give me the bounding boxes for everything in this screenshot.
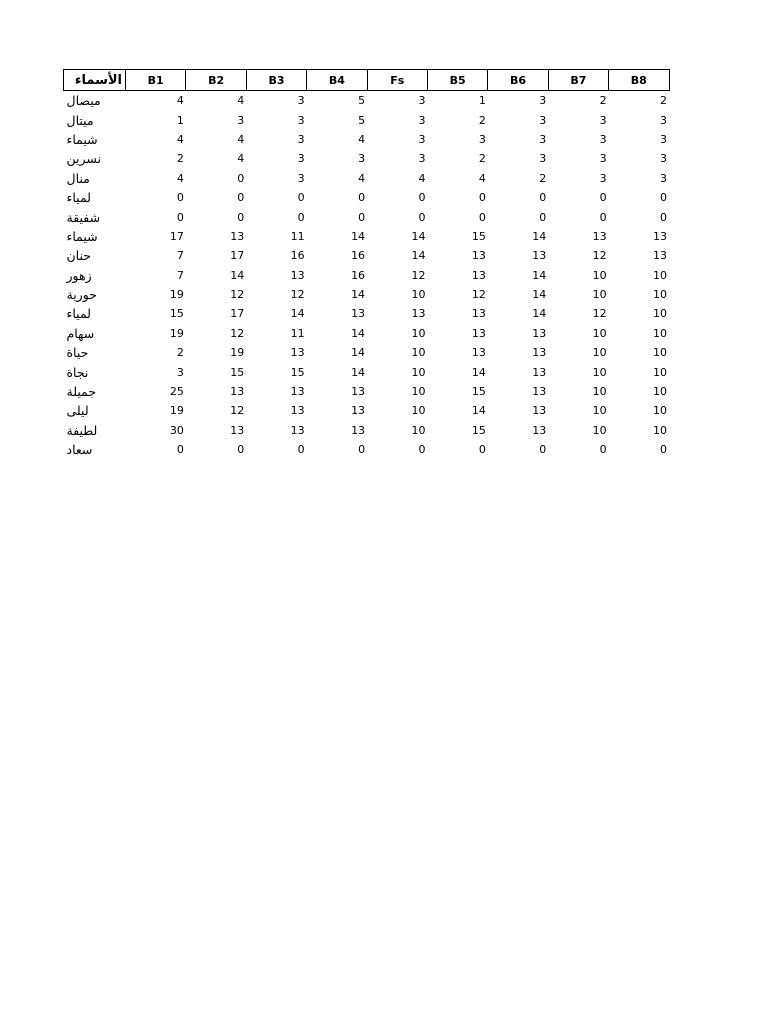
value-cell: 0: [237, 171, 245, 185]
value-cell: 10: [592, 423, 607, 437]
value-cell: 13: [230, 229, 245, 243]
name-cell: سعاد: [66, 442, 93, 458]
value-cell: 14: [351, 365, 366, 379]
value-cell: 13: [653, 249, 668, 263]
value-cell: 2: [539, 171, 547, 185]
value-cell: 13: [290, 385, 305, 399]
value-cell: 3: [297, 113, 305, 127]
value-cell: 30: [169, 423, 184, 437]
value-cell: 13: [532, 249, 547, 263]
value-cell: 3: [599, 152, 607, 166]
value-cell: 4: [418, 171, 426, 185]
value-cell: 13: [411, 307, 426, 321]
value-cell: 0: [358, 443, 366, 457]
table-body: [64, 91, 670, 460]
value-cell: 19: [169, 288, 184, 302]
table-row: [64, 304, 670, 323]
header-row: [64, 70, 670, 91]
value-cell: 15: [471, 423, 486, 437]
table-row: [64, 227, 670, 246]
value-cell: 3: [599, 132, 607, 146]
value-cell: 10: [411, 423, 426, 437]
name-cell: لمياء: [66, 306, 91, 322]
value-cell: 13: [471, 268, 486, 282]
value-cell: 2: [660, 94, 668, 108]
value-cell: 10: [411, 404, 426, 418]
value-cell: 10: [411, 365, 426, 379]
value-cell: 12: [230, 404, 245, 418]
value-cell: 10: [592, 404, 607, 418]
value-cell: 4: [237, 152, 245, 166]
value-cell: 0: [176, 191, 184, 205]
value-cell: 13: [290, 404, 305, 418]
name-cell: ميصال: [66, 93, 101, 109]
value-cell: 10: [592, 326, 607, 340]
column-header: Fs: [367, 70, 427, 91]
table-row: [64, 169, 670, 188]
value-cell: 14: [532, 229, 547, 243]
value-cell: 4: [237, 94, 245, 108]
value-cell: 14: [290, 307, 305, 321]
value-cell: 3: [297, 94, 305, 108]
value-cell: 3: [539, 94, 547, 108]
value-cell: 0: [358, 191, 366, 205]
value-cell: 14: [411, 229, 426, 243]
value-cell: 3: [418, 132, 426, 146]
value-cell: 3: [539, 132, 547, 146]
value-cell: 4: [176, 171, 184, 185]
value-cell: 7: [176, 249, 184, 263]
name-cell: جميلة: [66, 384, 97, 400]
value-cell: 3: [297, 171, 305, 185]
value-cell: 14: [532, 268, 547, 282]
value-cell: 0: [599, 210, 607, 224]
value-cell: 0: [237, 191, 245, 205]
value-cell: 3: [418, 113, 426, 127]
value-cell: 10: [653, 268, 668, 282]
value-cell: 0: [478, 191, 486, 205]
column-header: B2: [186, 70, 246, 91]
name-cell: نسرين: [66, 151, 102, 167]
value-cell: 14: [532, 288, 547, 302]
value-cell: 2: [478, 152, 486, 166]
value-cell: 0: [418, 443, 426, 457]
value-cell: 14: [230, 268, 245, 282]
value-cell: 14: [351, 346, 366, 360]
value-cell: 13: [532, 365, 547, 379]
value-cell: 3: [418, 94, 426, 108]
value-cell: 0: [539, 210, 547, 224]
value-cell: 12: [230, 326, 245, 340]
table-row: [64, 440, 670, 459]
value-cell: 0: [237, 443, 245, 457]
value-cell: 0: [539, 443, 547, 457]
column-header: B8: [609, 70, 669, 91]
value-cell: 0: [599, 443, 607, 457]
value-cell: 12: [411, 268, 426, 282]
value-cell: 12: [592, 307, 607, 321]
value-cell: 14: [471, 365, 486, 379]
value-cell: 10: [411, 346, 426, 360]
value-cell: 0: [297, 210, 305, 224]
table-row: [64, 362, 670, 381]
name-cell: شيماء: [66, 228, 98, 244]
value-cell: 10: [592, 288, 607, 302]
scores-table: [63, 69, 670, 459]
value-cell: 3: [539, 113, 547, 127]
table-row: [64, 246, 670, 265]
value-cell: 3: [297, 152, 305, 166]
value-cell: 3: [237, 113, 245, 127]
value-cell: 3: [599, 171, 607, 185]
value-cell: 12: [290, 288, 305, 302]
table-row: [64, 149, 670, 168]
column-header: B6: [488, 70, 548, 91]
table-row: [64, 285, 670, 304]
value-cell: 13: [230, 423, 245, 437]
column-header: B3: [246, 70, 306, 91]
value-cell: 19: [169, 326, 184, 340]
value-cell: 4: [176, 132, 184, 146]
value-cell: 0: [539, 191, 547, 205]
value-cell: 0: [176, 210, 184, 224]
value-cell: 12: [230, 288, 245, 302]
names-column-header: الأسماء: [64, 70, 126, 91]
value-cell: 10: [653, 288, 668, 302]
table-row: [64, 382, 670, 401]
value-cell: 0: [237, 210, 245, 224]
value-cell: 5: [358, 113, 366, 127]
value-cell: 0: [660, 210, 668, 224]
table-row: [64, 421, 670, 440]
value-cell: 14: [532, 307, 547, 321]
value-cell: 15: [230, 365, 245, 379]
value-cell: 7: [176, 268, 184, 282]
value-cell: 2: [176, 152, 184, 166]
value-cell: 10: [592, 346, 607, 360]
value-cell: 10: [653, 307, 668, 321]
value-cell: 17: [230, 307, 245, 321]
value-cell: 25: [169, 385, 184, 399]
value-cell: 1: [478, 94, 486, 108]
table-row: [64, 401, 670, 420]
value-cell: 0: [358, 210, 366, 224]
value-cell: 3: [660, 113, 668, 127]
value-cell: 1: [176, 113, 184, 127]
value-cell: 14: [351, 288, 366, 302]
value-cell: 15: [471, 385, 486, 399]
value-cell: 14: [411, 249, 426, 263]
value-cell: 12: [471, 288, 486, 302]
value-cell: 3: [418, 152, 426, 166]
value-cell: 13: [532, 404, 547, 418]
value-cell: 0: [297, 443, 305, 457]
value-cell: 3: [660, 171, 668, 185]
value-cell: 13: [471, 249, 486, 263]
column-header: B7: [548, 70, 608, 91]
value-cell: 13: [351, 307, 366, 321]
name-cell: شيماء: [66, 131, 98, 147]
name-cell: زهور: [66, 267, 92, 283]
value-cell: 5: [358, 94, 366, 108]
value-cell: 10: [653, 346, 668, 360]
value-cell: 10: [411, 288, 426, 302]
value-cell: 13: [230, 385, 245, 399]
value-cell: 14: [471, 404, 486, 418]
value-cell: 4: [358, 171, 366, 185]
table-row: [64, 91, 670, 111]
value-cell: 0: [478, 443, 486, 457]
value-cell: 0: [418, 210, 426, 224]
value-cell: 2: [176, 346, 184, 360]
value-cell: 10: [653, 365, 668, 379]
value-cell: 15: [471, 229, 486, 243]
value-cell: 0: [599, 191, 607, 205]
column-header: B1: [126, 70, 186, 91]
value-cell: 13: [471, 307, 486, 321]
value-cell: 0: [176, 443, 184, 457]
column-header: B4: [307, 70, 367, 91]
value-cell: 10: [653, 326, 668, 340]
table-row: [64, 130, 670, 149]
value-cell: 17: [169, 229, 184, 243]
table-row: [64, 207, 670, 226]
value-cell: 0: [478, 210, 486, 224]
value-cell: 0: [660, 191, 668, 205]
value-cell: 3: [478, 132, 486, 146]
spreadsheet: [63, 69, 669, 459]
value-cell: 4: [478, 171, 486, 185]
value-cell: 16: [290, 249, 305, 263]
value-cell: 0: [660, 443, 668, 457]
value-cell: 17: [230, 249, 245, 263]
table-row: [64, 343, 670, 362]
value-cell: 3: [599, 113, 607, 127]
value-cell: 4: [176, 94, 184, 108]
value-cell: 13: [351, 423, 366, 437]
value-cell: 11: [290, 229, 305, 243]
value-cell: 10: [592, 385, 607, 399]
value-cell: 13: [290, 346, 305, 360]
value-cell: 10: [411, 326, 426, 340]
name-cell: لمياء: [66, 190, 91, 206]
value-cell: 10: [592, 268, 607, 282]
value-cell: 16: [351, 249, 366, 263]
value-cell: 12: [592, 249, 607, 263]
value-cell: 3: [358, 152, 366, 166]
value-cell: 19: [169, 404, 184, 418]
value-cell: 13: [592, 229, 607, 243]
value-cell: 14: [351, 326, 366, 340]
value-cell: 13: [290, 268, 305, 282]
value-cell: 10: [653, 423, 668, 437]
table-row: [64, 324, 670, 343]
value-cell: 13: [532, 385, 547, 399]
value-cell: 13: [532, 423, 547, 437]
name-cell: شفيقة: [66, 209, 101, 225]
value-cell: 4: [237, 132, 245, 146]
value-cell: 11: [290, 326, 305, 340]
value-cell: 13: [532, 346, 547, 360]
value-cell: 3: [660, 132, 668, 146]
value-cell: 14: [351, 229, 366, 243]
value-cell: 3: [539, 152, 547, 166]
value-cell: 4: [358, 132, 366, 146]
value-cell: 10: [653, 385, 668, 399]
name-cell: حنان: [66, 248, 91, 264]
value-cell: 13: [290, 423, 305, 437]
value-cell: 13: [471, 326, 486, 340]
value-cell: 2: [599, 94, 607, 108]
value-cell: 13: [471, 346, 486, 360]
value-cell: 19: [230, 346, 245, 360]
name-cell: حياة: [66, 345, 89, 361]
value-cell: 2: [478, 113, 486, 127]
value-cell: 13: [532, 326, 547, 340]
value-cell: 3: [297, 132, 305, 146]
value-cell: 15: [290, 365, 305, 379]
value-cell: 10: [653, 404, 668, 418]
value-cell: 0: [297, 191, 305, 205]
table-row: [64, 188, 670, 207]
name-cell: سهام: [66, 325, 95, 341]
value-cell: 13: [351, 404, 366, 418]
name-cell: حورية: [66, 287, 97, 303]
name-cell: منال: [66, 170, 90, 186]
name-cell: ميتال: [66, 112, 94, 128]
table-row: [64, 266, 670, 285]
value-cell: 13: [351, 385, 366, 399]
value-cell: 10: [411, 385, 426, 399]
name-cell: لطيفة: [66, 422, 98, 438]
value-cell: 15: [169, 307, 184, 321]
value-cell: 13: [653, 229, 668, 243]
value-cell: 10: [592, 365, 607, 379]
column-header: B5: [427, 70, 487, 91]
name-cell: ليلى: [66, 403, 89, 419]
value-cell: 16: [351, 268, 366, 282]
table-row: [64, 110, 670, 129]
value-cell: 3: [660, 152, 668, 166]
name-cell: نجاة: [66, 364, 89, 380]
value-cell: 0: [418, 191, 426, 205]
value-cell: 3: [176, 365, 184, 379]
